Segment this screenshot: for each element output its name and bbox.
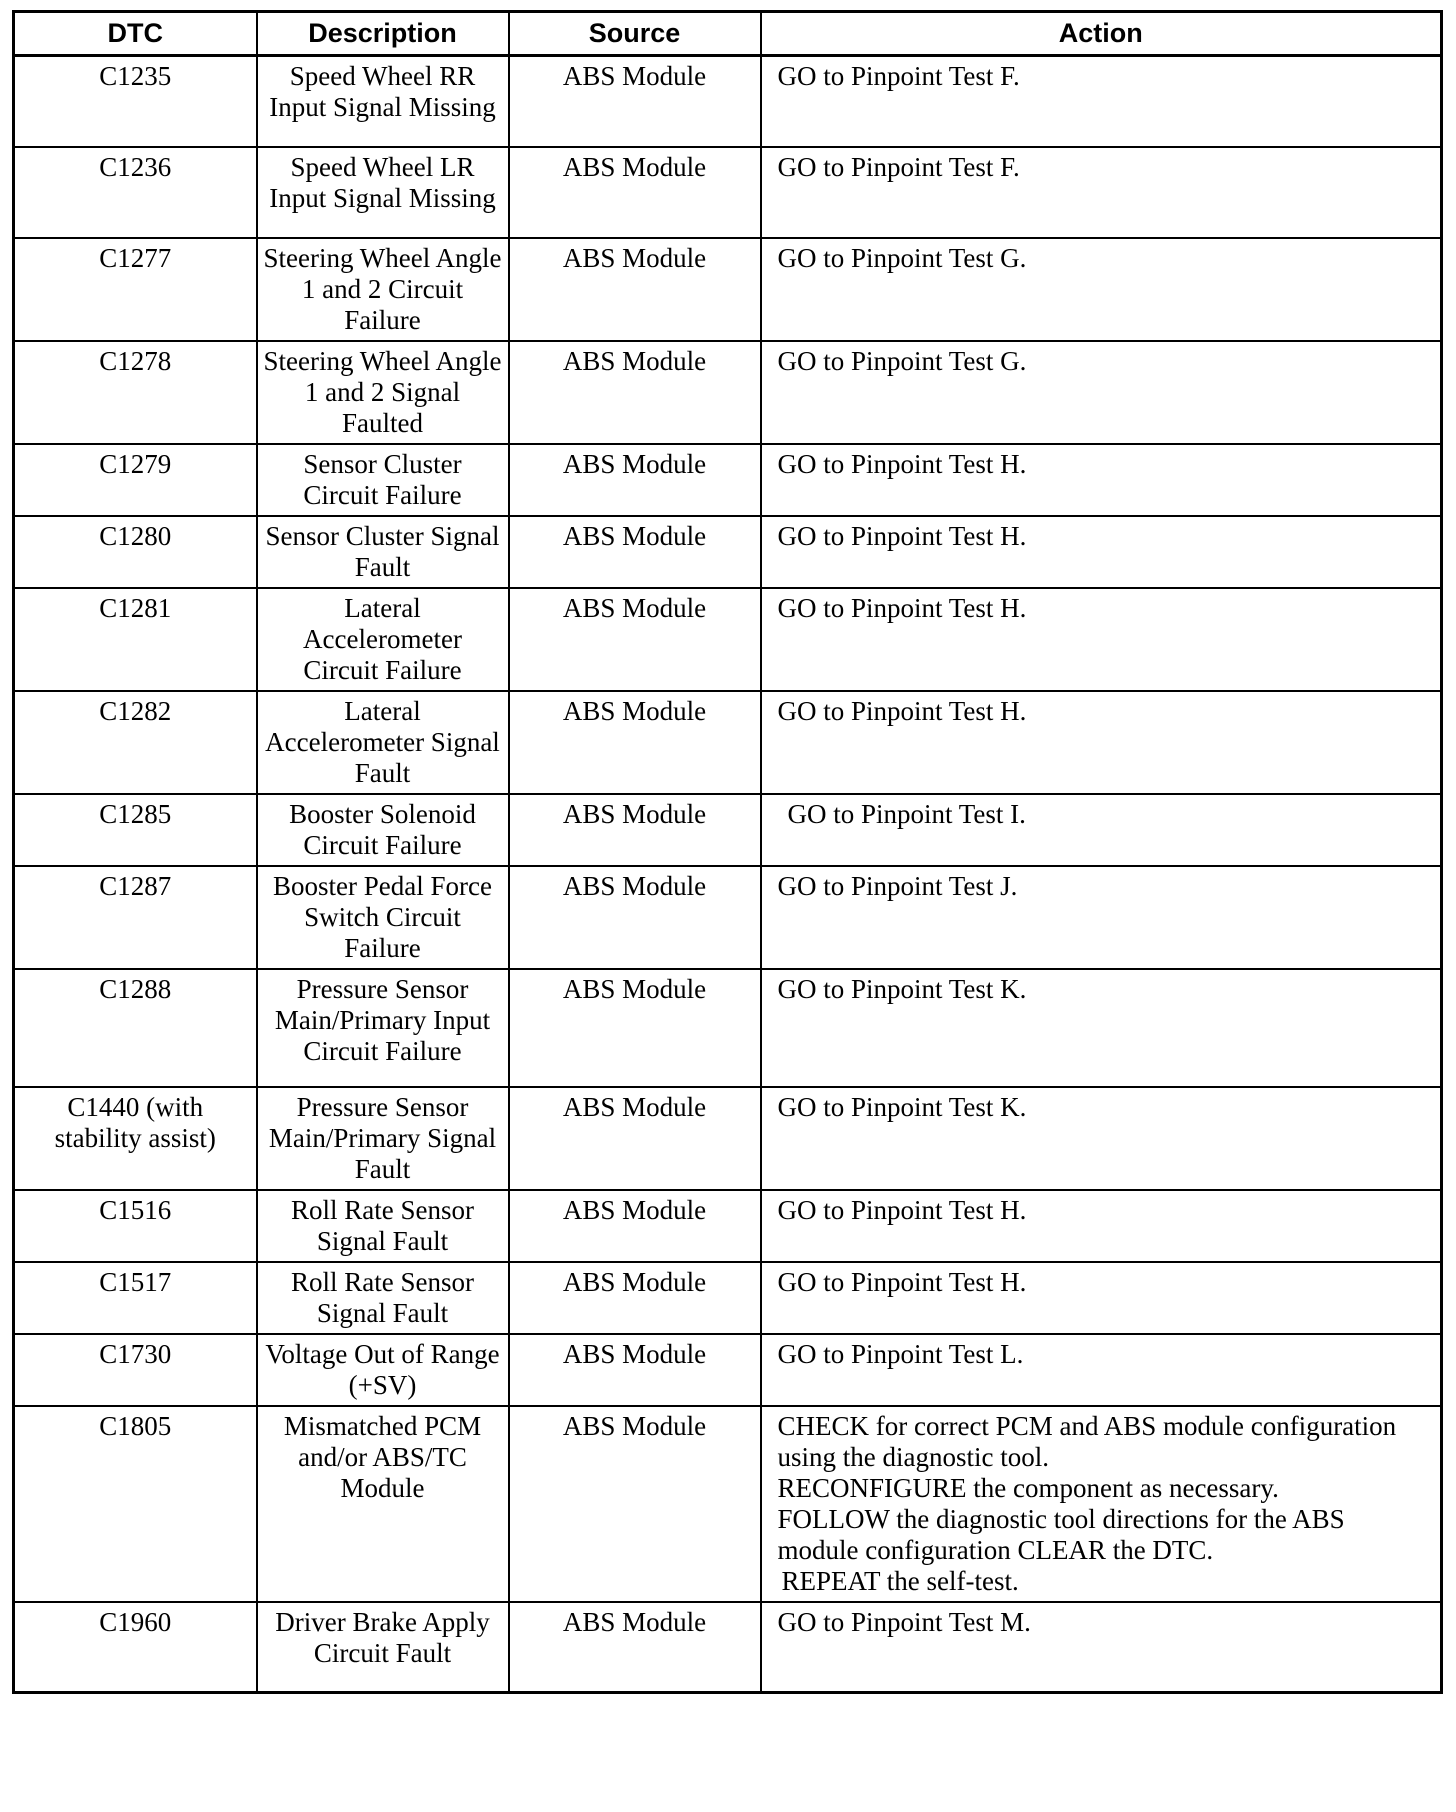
dtc-table bbox=[12, 10, 1443, 1694]
action-cell bbox=[761, 691, 1442, 794]
source-cell: ABS Module bbox=[509, 969, 761, 1087]
action-cell bbox=[761, 238, 1442, 341]
table-row bbox=[14, 1334, 1442, 1406]
description-cell: Booster Solenoid Circuit Failure bbox=[257, 794, 509, 866]
description-cell: Pressure Sensor Main/Primary Signal Fault bbox=[257, 1087, 509, 1190]
action-cell bbox=[761, 341, 1442, 444]
source-cell: ABS Module bbox=[509, 516, 761, 588]
action-text: GO to Pinpoint Test J. bbox=[777, 870, 1018, 901]
source-cell: ABS Module bbox=[509, 1262, 761, 1334]
action-text: CHECK for correct PCM and ABS module configuration using the diagnostic tool. bbox=[777, 1410, 1397, 1472]
table-row bbox=[14, 56, 1442, 147]
description-cell: Sensor Cluster Signal Fault bbox=[257, 516, 509, 588]
action-text: RECONFIGURE the component as necessary. bbox=[777, 1472, 1279, 1503]
source-cell: ABS Module bbox=[509, 341, 761, 444]
action-cell bbox=[761, 1262, 1442, 1334]
action-text: REPEAT the self-test. bbox=[781, 1565, 1019, 1596]
dtc-code-cell: C1235 bbox=[14, 56, 257, 147]
action-cell bbox=[761, 1406, 1442, 1602]
dtc-code-cell: C1285 bbox=[14, 794, 257, 866]
source-cell: ABS Module bbox=[509, 444, 761, 516]
description-cell: Voltage Out of Range (+SV) bbox=[257, 1334, 509, 1406]
header-dtc: DTC bbox=[14, 12, 257, 56]
action-text: GO to Pinpoint Test M. bbox=[777, 1606, 1031, 1637]
action-text: GO to Pinpoint Test K. bbox=[777, 973, 1027, 1004]
description-cell: Sensor Cluster Circuit Failure bbox=[257, 444, 509, 516]
header-action: Action bbox=[761, 12, 1442, 56]
description-cell: Lateral Accelerometer Signal Fault bbox=[257, 691, 509, 794]
source-cell: ABS Module bbox=[509, 794, 761, 866]
description-cell: Steering Wheel Angle 1 and 2 Signal Faulted bbox=[257, 341, 509, 444]
dtc-code-cell: C1277 bbox=[14, 238, 257, 341]
action-cell bbox=[761, 794, 1442, 866]
dtc-code-cell: C1517 bbox=[14, 1262, 257, 1334]
description-cell: Speed Wheel LR Input Signal Missing bbox=[257, 147, 509, 238]
action-text: GO to Pinpoint Test F. bbox=[777, 151, 1020, 182]
action-text: GO to Pinpoint Test F. bbox=[777, 61, 1020, 91]
action-cell bbox=[761, 969, 1442, 1087]
action-text: GO to Pinpoint Test H. bbox=[777, 695, 1027, 726]
action-cell bbox=[761, 588, 1442, 691]
source-cell: ABS Module bbox=[509, 691, 761, 794]
description-cell: Lateral Accelerometer Circuit Failure bbox=[257, 588, 509, 691]
action-text: GO to Pinpoint Test H. bbox=[777, 592, 1027, 623]
action-cell bbox=[761, 444, 1442, 516]
table-row bbox=[14, 341, 1442, 444]
source-cell: ABS Module bbox=[509, 56, 761, 147]
table-body bbox=[14, 56, 1442, 1693]
description-cell: Mismatched PCM and/or ABS/TC Module bbox=[257, 1406, 509, 1602]
action-cell bbox=[761, 1190, 1442, 1262]
dtc-code-cell: C1730 bbox=[14, 1334, 257, 1406]
table-row bbox=[14, 1087, 1442, 1190]
source-cell: ABS Module bbox=[509, 1190, 761, 1262]
dtc-code-cell: C1440 (with stability assist) bbox=[14, 1087, 257, 1190]
dtc-code-cell: C1288 bbox=[14, 969, 257, 1087]
action-cell bbox=[761, 1602, 1442, 1693]
dtc-code-cell: C1287 bbox=[14, 866, 257, 969]
action-cell bbox=[761, 516, 1442, 588]
dtc-code-cell: C1280 bbox=[14, 516, 257, 588]
header-source: Source bbox=[509, 12, 761, 56]
source-cell: ABS Module bbox=[509, 588, 761, 691]
table-row bbox=[14, 1262, 1442, 1334]
action-text: GO to Pinpoint Test L. bbox=[777, 1338, 1024, 1369]
dtc-code-cell: C1278 bbox=[14, 341, 257, 444]
description-cell: Driver Brake Apply Circuit Fault bbox=[257, 1602, 509, 1693]
action-text: GO to Pinpoint Test H. bbox=[777, 448, 1027, 479]
table-row bbox=[14, 516, 1442, 588]
action-text: GO to Pinpoint Test G. bbox=[777, 345, 1027, 376]
action-cell bbox=[761, 1087, 1442, 1190]
table-row bbox=[14, 238, 1442, 341]
header-description: Description bbox=[257, 12, 509, 56]
action-text: GO to Pinpoint Test H. bbox=[777, 1194, 1027, 1225]
source-cell: ABS Module bbox=[509, 1087, 761, 1190]
table-row bbox=[14, 866, 1442, 969]
action-text: GO to Pinpoint Test H. bbox=[777, 520, 1027, 551]
source-cell: ABS Module bbox=[509, 238, 761, 341]
description-cell: Steering Wheel Angle 1 and 2 Circuit Failure bbox=[257, 238, 509, 341]
dtc-code-cell: C1236 bbox=[14, 147, 257, 238]
action-cell bbox=[761, 1334, 1442, 1406]
action-text: GO to Pinpoint Test K. bbox=[777, 1091, 1027, 1122]
source-cell: ABS Module bbox=[509, 147, 761, 238]
description-cell: Pressure Sensor Main/Primary Input Circuit Failure bbox=[257, 969, 509, 1087]
description-cell: Roll Rate Sensor Signal Fault bbox=[257, 1262, 509, 1334]
table-row bbox=[14, 1406, 1442, 1602]
table-row bbox=[14, 147, 1442, 238]
description-cell: Booster Pedal Force Switch Circuit Failure bbox=[257, 866, 509, 969]
dtc-code-cell: C1282 bbox=[14, 691, 257, 794]
source-cell: ABS Module bbox=[509, 1334, 761, 1406]
source-cell: ABS Module bbox=[509, 1602, 761, 1693]
description-cell: Speed Wheel RR Input Signal Missing bbox=[257, 56, 509, 147]
dtc-code-cell: C1281 bbox=[14, 588, 257, 691]
source-cell: ABS Module bbox=[509, 1406, 761, 1602]
action-text: GO to Pinpoint Test G. bbox=[777, 242, 1027, 273]
action-cell bbox=[761, 866, 1442, 969]
description-cell: Roll Rate Sensor Signal Fault bbox=[257, 1190, 509, 1262]
dtc-code-cell: C1805 bbox=[14, 1406, 257, 1602]
source-cell: ABS Module bbox=[509, 866, 761, 969]
table-row bbox=[14, 1602, 1442, 1693]
dtc-code-cell: C1279 bbox=[14, 444, 257, 516]
dtc-code-cell: C1516 bbox=[14, 1190, 257, 1262]
table-row bbox=[14, 588, 1442, 691]
dtc-code-cell: C1960 bbox=[14, 1602, 257, 1693]
table-row bbox=[14, 969, 1442, 1087]
action-cell bbox=[761, 56, 1442, 147]
header-row bbox=[14, 12, 1442, 56]
action-cell bbox=[761, 147, 1442, 238]
table-row bbox=[14, 794, 1442, 866]
action-text: GO to Pinpoint Test I. bbox=[787, 798, 1026, 829]
action-text: GO to Pinpoint Test H. bbox=[777, 1266, 1027, 1297]
table-row bbox=[14, 444, 1442, 516]
table-row bbox=[14, 1190, 1442, 1262]
table-row bbox=[14, 691, 1442, 794]
action-text: FOLLOW the diagnostic tool directions for the ABS module configuration CLEAR the DTC. bbox=[777, 1503, 1345, 1565]
